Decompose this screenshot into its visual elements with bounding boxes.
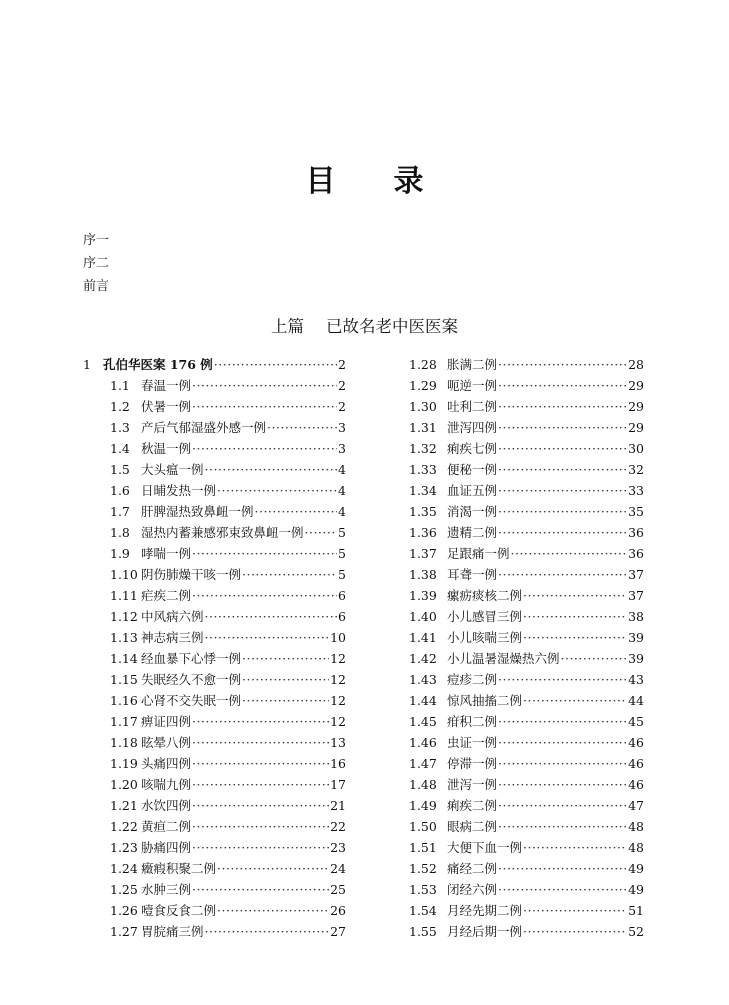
toc-entry-number: 1.20: [110, 777, 138, 792]
toc-page-number: 46: [628, 735, 644, 750]
toc-entry-number: 1.51: [409, 840, 437, 855]
toc-entry[interactable]: [409, 795, 644, 816]
front-matter-list: [83, 229, 109, 298]
toc-entry[interactable]: [83, 774, 346, 795]
toc-entry[interactable]: [83, 606, 346, 627]
toc-dot-leader: [192, 543, 337, 564]
toc-entry-title: 黄疸二例: [141, 819, 192, 834]
toc-entry[interactable]: [409, 480, 644, 501]
toc-page-number: 39: [628, 651, 644, 666]
toc-entry-number: 1.2: [110, 399, 130, 414]
toc-entry-number: 1.37: [409, 546, 437, 561]
toc-page-number: 12: [330, 651, 346, 666]
toc-page-number: 4: [338, 504, 346, 519]
toc-entry-title: 春温一例: [141, 378, 192, 393]
toc-entry[interactable]: [409, 585, 644, 606]
toc-entry-number: 1.1: [110, 378, 130, 393]
toc-entry-number: 1.32: [409, 441, 437, 456]
toc-entry-title: 眼病二例: [447, 819, 498, 834]
toc-page-number: 49: [628, 861, 644, 876]
toc-entry-number: 1.9: [110, 546, 130, 561]
toc-entry[interactable]: [83, 858, 346, 879]
toc-page-number: 17: [330, 777, 346, 792]
toc-dot-leader: [498, 396, 627, 417]
toc-page-number: 12: [330, 714, 346, 729]
toc-entry[interactable]: [409, 900, 644, 921]
toc-entry-title: 月经先期二例: [447, 903, 523, 918]
toc-entry[interactable]: [409, 396, 644, 417]
toc-page-number: 37: [628, 588, 644, 603]
part-heading: [0, 313, 729, 337]
toc-dot-leader: [192, 816, 329, 837]
toc-dot-leader: [523, 585, 627, 606]
toc-entry-number: 1.13: [110, 630, 138, 645]
toc-page-number: 39: [628, 630, 644, 645]
toc-entry[interactable]: [409, 921, 644, 942]
toc-entry-number: 1.14: [110, 651, 138, 666]
toc-entry[interactable]: [409, 522, 644, 543]
toc-entry[interactable]: [409, 753, 644, 774]
toc-dot-leader: [498, 774, 627, 795]
toc-entry-title: 惊风抽搐二例: [447, 693, 523, 708]
toc-entry-title: 失眠经久不愈一例: [141, 672, 242, 687]
toc-dot-leader: [498, 522, 627, 543]
toc-dot-leader: [192, 711, 329, 732]
toc-entry[interactable]: [409, 375, 644, 396]
toc-entry[interactable]: [83, 375, 346, 396]
toc-entry[interactable]: [409, 459, 644, 480]
toc-page-number: 43: [628, 672, 644, 687]
toc-page-number: 30: [628, 441, 644, 456]
toc-entry-number: 1.23: [110, 840, 138, 855]
toc-entry[interactable]: [83, 585, 346, 606]
toc-entry-number: 1.21: [110, 798, 138, 813]
toc-entry-title: 经血暴下心悸一例: [141, 651, 242, 666]
toc-entry-number: 1.17: [110, 714, 138, 729]
toc-entry-title: 胀满二例: [447, 357, 498, 372]
toc-entry-title: 小儿温暑湿燥热六例: [447, 651, 560, 666]
toc-entry-number: 1.38: [409, 567, 437, 582]
toc-entry-title: 痢疾二例: [447, 798, 498, 813]
toc-dot-leader: [498, 669, 627, 690]
toc-dot-leader: [205, 606, 338, 627]
toc-entry[interactable]: [409, 417, 644, 438]
toc-entry-number: 1.30: [409, 399, 437, 414]
toc-entry-title: 肝脾湿热致鼻衄一例: [141, 504, 254, 519]
toc-entry-number: 1.3: [110, 420, 130, 435]
toc-dot-leader: [267, 417, 337, 438]
toc-entry-title: 瘰疬痰核二例: [447, 588, 523, 603]
toc-page-number: 25: [330, 882, 346, 897]
toc-page-number: 5: [338, 525, 346, 540]
toc-entry-title: 闭经六例: [447, 882, 498, 897]
toc-entry-title: 泄泻四例: [447, 420, 498, 435]
toc-dot-leader: [242, 564, 337, 585]
toc-dot-leader: [205, 921, 330, 942]
toc-dot-leader: [498, 354, 627, 375]
toc-entry-number: 1.34: [409, 483, 437, 498]
toc-entry-number: 1.28: [409, 357, 437, 372]
toc-page-number: 38: [628, 609, 644, 624]
toc-entry[interactable]: [409, 879, 644, 900]
toc-page-number: 52: [628, 924, 644, 939]
toc-page-number: 32: [628, 462, 644, 477]
toc-entry-number: 1.40: [409, 609, 437, 624]
toc-page-number: 12: [330, 672, 346, 687]
toc-entry-title: 中风病六例: [141, 609, 204, 624]
toc-entry-number: 1.52: [409, 861, 437, 876]
toc-entry-title: 痛经二例: [447, 861, 498, 876]
toc-page-number: 45: [628, 714, 644, 729]
toc-entry-number: 1.10: [110, 567, 138, 582]
toc-page-number: 21: [330, 798, 346, 813]
toc-entry[interactable]: [83, 459, 346, 480]
toc-entry-number: 1.31: [409, 420, 437, 435]
toc-entry[interactable]: [409, 837, 644, 858]
toc-page-number: 29: [628, 420, 644, 435]
toc-entry-title: 头痛四例: [141, 756, 192, 771]
toc-dot-leader: [498, 501, 627, 522]
toc-entry-title: 大便下血一例: [447, 840, 523, 855]
toc-entry-title: 孔伯华医案 176 例: [103, 357, 213, 372]
toc-dot-leader: [498, 732, 627, 753]
toc-dot-leader: [498, 879, 627, 900]
toc-dot-leader: [498, 480, 627, 501]
toc-entry-title: 噎食反食二例: [141, 903, 217, 918]
toc-dot-leader: [498, 711, 627, 732]
toc-dot-leader: [192, 879, 329, 900]
toc-entry-number: 1.48: [409, 777, 437, 792]
toc-entry-title: 哮喘一例: [141, 546, 192, 561]
toc-entry-title: 遗精二例: [447, 525, 498, 540]
toc-dot-leader: [192, 585, 337, 606]
toc-entry-number: 1.55: [409, 924, 437, 939]
toc-page-number: 27: [330, 924, 346, 939]
toc-entry-title: 小儿咳喘三例: [447, 630, 523, 645]
toc-entry-title: 阴伤肺燥干咳一例: [141, 567, 242, 582]
toc-entry[interactable]: [83, 627, 346, 648]
toc-dot-leader: [498, 858, 627, 879]
toc-entry-number: 1.53: [409, 882, 437, 897]
toc-entry[interactable]: [409, 501, 644, 522]
toc-entry[interactable]: [83, 438, 346, 459]
toc-entry[interactable]: [83, 711, 346, 732]
toc-entry[interactable]: [83, 648, 346, 669]
toc-chapter-entry[interactable]: [83, 354, 346, 375]
toc-page-number: 47: [628, 798, 644, 813]
toc-dot-leader: [205, 627, 330, 648]
toc-entry-number: 1.26: [110, 903, 138, 918]
toc-dot-leader: [242, 669, 329, 690]
toc-entry-number: 1.50: [409, 819, 437, 834]
toc-right-column: [409, 354, 644, 942]
toc-dot-leader: [523, 627, 627, 648]
part-name: 已故名老中医医案: [326, 317, 458, 336]
toc-page-number: 24: [330, 861, 346, 876]
toc-entry[interactable]: [83, 669, 346, 690]
toc-dot-leader: [214, 354, 337, 375]
toc-entry-title: 咳喘九例: [141, 777, 192, 792]
toc-page-number: 12: [330, 693, 346, 708]
toc-entry-number: 1.4: [110, 441, 130, 456]
title-char-1: 目: [305, 164, 336, 199]
toc-entry-number: 1.35: [409, 504, 437, 519]
toc-page-number: 26: [330, 903, 346, 918]
toc-entry[interactable]: [409, 543, 644, 564]
toc-entry[interactable]: [409, 816, 644, 837]
front-matter-item[interactable]: 序一: [83, 233, 110, 248]
toc-entry-number: 1.16: [110, 693, 138, 708]
toc-entry[interactable]: [83, 753, 346, 774]
toc-entry-title: 痘疹二例: [447, 672, 498, 687]
toc-dot-leader: [498, 753, 627, 774]
front-matter-item[interactable]: 序二: [83, 256, 110, 271]
toc-entry[interactable]: [409, 627, 644, 648]
toc-entry-title: 泄泻一例: [447, 777, 498, 792]
toc-page-number: 2: [338, 399, 346, 414]
toc-entry[interactable]: [83, 795, 346, 816]
toc-page-number: 49: [628, 882, 644, 897]
toc-entry-title: 大头瘟一例: [141, 462, 204, 477]
toc-entry-number: 1.41: [409, 630, 437, 645]
toc-page-number: 28: [628, 357, 644, 372]
toc-entry-number: 1.47: [409, 756, 437, 771]
toc-dot-leader: [255, 501, 338, 522]
toc-entry-title: 消渴一例: [447, 504, 498, 519]
toc-entry[interactable]: [83, 837, 346, 858]
toc-page-number: 48: [628, 840, 644, 855]
toc-dot-leader: [242, 648, 329, 669]
toc-dot-leader: [523, 606, 627, 627]
toc-entry-title: 胁痛四例: [141, 840, 192, 855]
toc-dot-leader: [511, 543, 628, 564]
toc-entry-title: 虫证一例: [447, 735, 498, 750]
toc-dot-leader: [205, 459, 338, 480]
toc-page-number: 51: [628, 903, 644, 918]
toc-entry-number: 1.49: [409, 798, 437, 813]
toc-entry-title: 产后气郁湿盛外感一例: [141, 420, 267, 435]
toc-entry[interactable]: [83, 396, 346, 417]
toc-entry-title: 水饮四例: [141, 798, 192, 813]
toc-dot-leader: [192, 375, 337, 396]
toc-entry[interactable]: [83, 522, 346, 543]
toc-entry-number: 1: [83, 357, 91, 372]
toc-entry[interactable]: [83, 543, 346, 564]
toc-entry-title: 癥瘕积聚二例: [141, 861, 217, 876]
toc-entry-title: 耳聋一例: [447, 567, 498, 582]
toc-entry-title: 小儿感冒三例: [447, 609, 523, 624]
toc-entry-number: 1.45: [409, 714, 437, 729]
toc-dot-leader: [305, 522, 338, 543]
toc-dot-leader: [192, 396, 337, 417]
toc-entry[interactable]: [409, 711, 644, 732]
toc-page-number: 29: [628, 378, 644, 393]
toc-entry-number: 1.44: [409, 693, 437, 708]
toc-page-number: 36: [628, 546, 644, 561]
toc-page-number: 22: [330, 819, 346, 834]
toc-entry-title: 痢疾七例: [447, 441, 498, 456]
toc-entry-number: 1.43: [409, 672, 437, 687]
toc-entry-number: 1.12: [110, 609, 138, 624]
toc-dot-leader: [523, 837, 627, 858]
toc-entry-number: 1.39: [409, 588, 437, 603]
toc-entry[interactable]: [409, 774, 644, 795]
toc-entry-title: 疟疾二例: [141, 588, 192, 603]
toc-page-number: 46: [628, 756, 644, 771]
toc-page-number: 6: [338, 609, 346, 624]
toc-dot-leader: [217, 900, 329, 921]
toc-entry[interactable]: [83, 879, 346, 900]
toc-entry-title: 伏暑一例: [141, 399, 192, 414]
toc-entry[interactable]: [83, 564, 346, 585]
toc-entry[interactable]: [409, 669, 644, 690]
toc-left-column: [83, 354, 346, 942]
toc-dot-leader: [498, 795, 627, 816]
toc-entry[interactable]: [409, 648, 644, 669]
toc-entry-title: 胃脘痛三例: [141, 924, 204, 939]
toc-dot-leader: [192, 732, 329, 753]
toc-entry-title: 水肿三例: [141, 882, 192, 897]
toc-entry-title: 心肾不交失眠一例: [141, 693, 242, 708]
toc-page-number: 5: [338, 567, 346, 582]
toc-page-number: 3: [338, 420, 346, 435]
toc-dot-leader: [192, 438, 337, 459]
toc-dot-leader: [523, 900, 627, 921]
toc-entry[interactable]: [409, 690, 644, 711]
toc-page-number: 35: [628, 504, 644, 519]
toc-dot-leader: [192, 753, 329, 774]
toc-page-number: 2: [338, 378, 346, 393]
toc-dot-leader: [561, 648, 628, 669]
toc-page-number: 6: [338, 588, 346, 603]
toc-entry-title: 湿热内蓄兼感邪束致鼻衄一例: [141, 525, 304, 540]
toc-entry-number: 1.54: [409, 903, 437, 918]
toc-entry-number: 1.24: [110, 861, 138, 876]
toc-entry-title: 呃逆一例: [447, 378, 498, 393]
toc-dot-leader: [217, 480, 337, 501]
toc-entry[interactable]: [83, 921, 346, 942]
toc-page-number: 48: [628, 819, 644, 834]
toc-dot-leader: [192, 774, 329, 795]
toc-page-number: 29: [628, 399, 644, 414]
toc-entry-title: 痹证四例: [141, 714, 192, 729]
toc-entry-title: 月经后期一例: [447, 924, 523, 939]
page-title: [0, 156, 729, 200]
toc-dot-leader: [217, 858, 329, 879]
toc-entry-number: 1.29: [409, 378, 437, 393]
toc-entry-number: 1.5: [110, 462, 130, 477]
toc-dot-leader: [498, 459, 627, 480]
toc-page-number: 36: [628, 525, 644, 540]
toc-entry-title: 便秘一例: [447, 462, 498, 477]
toc-entry-number: 1.15: [110, 672, 138, 687]
toc-page-number: 46: [628, 777, 644, 792]
toc-entry-title: 神志病三例: [141, 630, 204, 645]
toc-page-number: 37: [628, 567, 644, 582]
toc-entry-title: 日晡发热一例: [141, 483, 217, 498]
toc-page-number: 16: [330, 756, 346, 771]
toc-entry-number: 1.25: [110, 882, 138, 897]
toc-entry-title: 疳积二例: [447, 714, 498, 729]
toc-entry-number: 1.11: [110, 588, 138, 603]
toc-dot-leader: [498, 564, 627, 585]
toc-entry-title: 停滞一例: [447, 756, 498, 771]
toc-entry-title: 足跟痛一例: [447, 546, 510, 561]
toc-entry[interactable]: [409, 564, 644, 585]
toc-entry-title: 秋温一例: [141, 441, 192, 456]
toc-page-number: 3: [338, 441, 346, 456]
title-char-2: 录: [393, 164, 424, 199]
toc-entry-number: 1.46: [409, 735, 437, 750]
toc-page-number: 2: [338, 357, 346, 372]
toc-entry[interactable]: [409, 354, 644, 375]
toc-page-number: 10: [330, 630, 346, 645]
toc-dot-leader: [523, 690, 627, 711]
toc-dot-leader: [192, 795, 329, 816]
toc-entry-number: 1.33: [409, 462, 437, 477]
toc-entry-number: 1.18: [110, 735, 138, 750]
toc-entry-number: 1.7: [110, 504, 130, 519]
toc-dot-leader: [498, 816, 627, 837]
toc-entry[interactable]: [83, 690, 346, 711]
toc-entry-title: 血证五例: [447, 483, 498, 498]
toc-dot-leader: [192, 837, 329, 858]
toc-entry[interactable]: [83, 417, 346, 438]
toc-entry-title: 眩晕八例: [141, 735, 192, 750]
toc-entry[interactable]: [83, 480, 346, 501]
toc-page-number: 44: [628, 693, 644, 708]
toc-entry-number: 1.6: [110, 483, 130, 498]
toc-entry-number: 1.8: [110, 525, 130, 540]
front-matter-item[interactable]: 前言: [83, 279, 110, 294]
toc-entry[interactable]: [83, 816, 346, 837]
toc-entry-number: 1.36: [409, 525, 437, 540]
toc-entry-number: 1.22: [110, 819, 138, 834]
toc-entry-number: 1.42: [409, 651, 437, 666]
toc-entry[interactable]: [409, 732, 644, 753]
toc-entry[interactable]: [409, 438, 644, 459]
toc-entry-number: 1.19: [110, 756, 138, 771]
toc-entry[interactable]: [83, 732, 346, 753]
toc-dot-leader: [498, 438, 627, 459]
toc-dot-leader: [498, 375, 627, 396]
toc-entry[interactable]: [409, 858, 644, 879]
toc-page-number: 5: [338, 546, 346, 561]
toc-entry-title: 吐利二例: [447, 399, 498, 414]
toc-dot-leader: [242, 690, 329, 711]
toc-page-number: 4: [338, 462, 346, 477]
toc-dot-leader: [523, 921, 627, 942]
toc-dot-leader: [498, 417, 627, 438]
toc-page-number: 33: [628, 483, 644, 498]
part-prefix: 上篇: [271, 317, 304, 336]
toc-page-number: 4: [338, 483, 346, 498]
toc-entry[interactable]: [83, 501, 346, 522]
toc-page-number: 13: [330, 735, 346, 750]
toc-entry-number: 1.27: [110, 924, 138, 939]
toc-entry[interactable]: [409, 606, 644, 627]
toc-page-number: 23: [330, 840, 346, 855]
toc-entry[interactable]: [83, 900, 346, 921]
